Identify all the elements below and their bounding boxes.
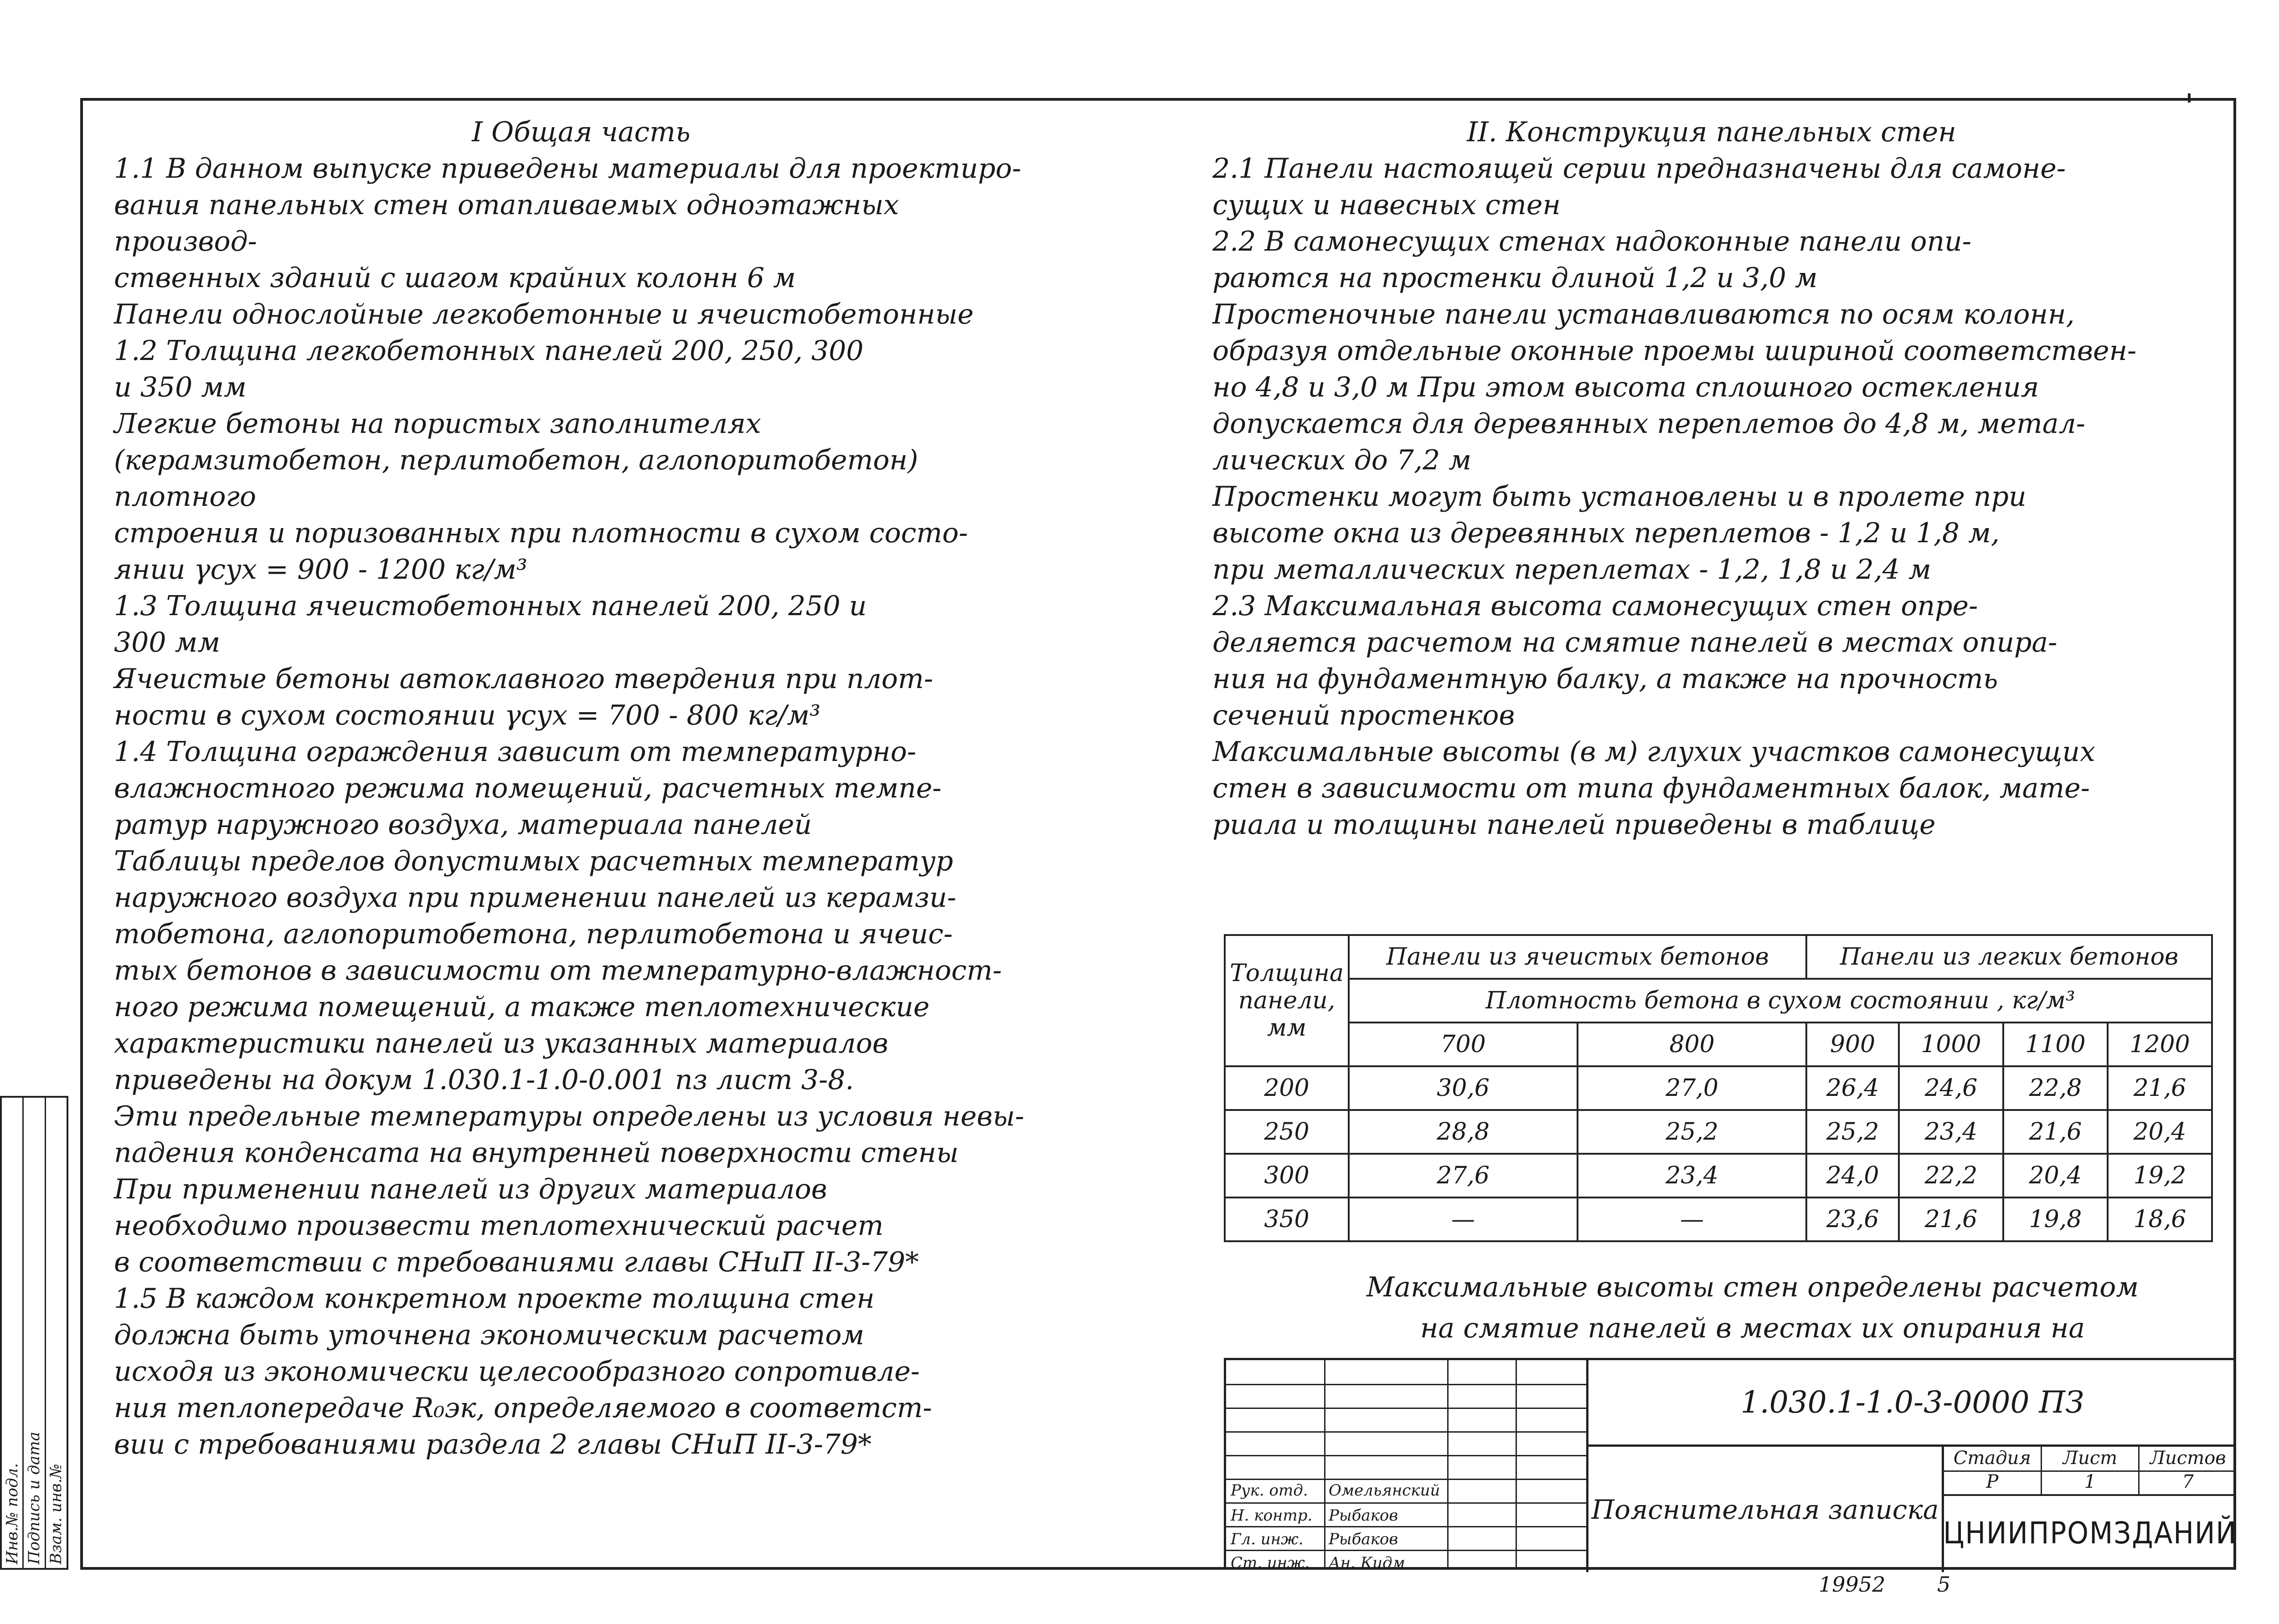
th-density-1100: 1100 bbox=[2003, 1023, 2108, 1066]
table-cell: 28,8 bbox=[1349, 1110, 1578, 1154]
paragraph-line: ратур наружного воздуха, материала панелей bbox=[114, 809, 812, 841]
signer-role: Гл. инж. bbox=[1231, 1530, 1304, 1548]
paragraph-line: Максимальные высоты (в м) глухих участков самонесущих bbox=[1212, 736, 2095, 768]
table-cell: 24,6 bbox=[1899, 1066, 2003, 1110]
grid-row bbox=[1226, 1408, 1586, 1433]
paragraph-line: вания панельных стен отапливаемых одноэтажных производ- bbox=[114, 189, 899, 257]
th-density: Плотность бетона в сухом состоянии , кг/м³ bbox=[1349, 979, 2212, 1023]
paragraph-line: (керамзитобетон, перлитобетон, аглопоритобетон) плотного bbox=[114, 444, 918, 513]
side-stamp-strip bbox=[0, 1096, 68, 1570]
stage-header bbox=[1944, 1447, 2236, 1472]
paragraph-line: При применении панелей из других материалов bbox=[114, 1173, 827, 1205]
paragraph-line: тобетона, аглопоритобетона, перлитобетона и ячеис- bbox=[114, 918, 953, 950]
archive-number: 19952 bbox=[1819, 1572, 1886, 1597]
stage-label: Стадия bbox=[1944, 1447, 2042, 1470]
side-cell-signature bbox=[24, 1098, 46, 1568]
frame-tick bbox=[2188, 93, 2191, 103]
left-column bbox=[114, 114, 1048, 1463]
sheets-label: Листов bbox=[2150, 1448, 2226, 1469]
th-thickness: Толщина панели, мм bbox=[1225, 935, 1349, 1066]
table-cell: 22,8 bbox=[2003, 1066, 2108, 1110]
paragraph-line: при металлических переплетах - 1,2, 1,8 и 2,4 м bbox=[1212, 554, 1931, 586]
row-thickness: 350 bbox=[1225, 1197, 1349, 1241]
signer-name: Рыбаков bbox=[1329, 1530, 1398, 1548]
grid-row bbox=[1226, 1384, 1586, 1409]
table-cell: 18,6 bbox=[2108, 1197, 2212, 1241]
paragraph-line: в соответствии с требованиями главы СНиП II-3-79* bbox=[114, 1246, 919, 1278]
paragraph-line: 300 мм bbox=[114, 627, 221, 658]
side-cell-replacement bbox=[46, 1098, 67, 1568]
note-line: на смятие панелей в местах их опирания на bbox=[1420, 1312, 2085, 1344]
grid-row bbox=[1226, 1431, 1586, 1456]
paragraph-line: Ячеистые бетоны автоклавного твердения при плот- bbox=[114, 663, 933, 695]
sheet-value: 1 bbox=[2042, 1470, 2140, 1494]
paragraph-line: лических до 7,2 м bbox=[1212, 444, 1472, 476]
table-cell: 24,0 bbox=[1806, 1154, 1899, 1197]
paragraph-line: 1.2 Толщина легкобетонных панелей 200, 250, 300 bbox=[114, 335, 864, 367]
paragraph-line: ния на фундаментную балку, а также на прочность bbox=[1212, 663, 1998, 695]
section-heading-1: I Общая часть bbox=[472, 116, 691, 148]
section-heading-2: II. Конструкция панельных стен bbox=[1467, 116, 1956, 148]
table-row bbox=[1225, 1110, 2212, 1154]
signer-role: Ст. инж. bbox=[1231, 1554, 1310, 1572]
paragraph-line: Простенки могут быть установлены и в пролете при bbox=[1212, 481, 2026, 513]
paragraph-line: наружного воздуха при применении панелей из керамзи- bbox=[114, 882, 956, 914]
organization-name: ЦНИИПРОМЗДАНИЙ bbox=[1943, 1516, 2237, 1551]
stage-box bbox=[1942, 1447, 2236, 1572]
th-light: Панели из легких бетонов bbox=[1806, 935, 2212, 979]
paragraph-line: Таблицы пределов допустимых расчетных температур bbox=[114, 845, 954, 877]
paragraph-line: Панели однослойные легкобетонные и ячеистобетонные bbox=[114, 298, 974, 330]
paragraph-line: вии с требованиями раздела 2 главы СНиП II-3-79* bbox=[114, 1429, 872, 1460]
paragraph-line: строения и поризованных при плотности в сухом состо- bbox=[114, 517, 968, 549]
table-cell: 22,2 bbox=[1899, 1154, 2003, 1197]
table-cell: 20,4 bbox=[2003, 1154, 2108, 1197]
note-line: Максимальные высоты стен определены расчетом bbox=[1366, 1271, 2139, 1303]
paragraph-line: и 350 мм bbox=[114, 371, 247, 403]
paragraph-line: приведены на докум 1.030.1-1.0-0.001 пз лист 3-8. bbox=[114, 1064, 854, 1096]
page-number: 5 bbox=[1937, 1572, 1951, 1597]
row-thickness: 300 bbox=[1225, 1154, 1349, 1197]
paragraph-line: 1.5 В каждом конкретном проекте толщина стен bbox=[114, 1283, 875, 1315]
table-cell: — bbox=[1349, 1197, 1578, 1241]
paragraph-line: ности в сухом состоянии γсух = 700 - 800 кг/м³ bbox=[114, 699, 821, 731]
table-note bbox=[1290, 1267, 2215, 1349]
paragraph-line: сущих и навесных стен bbox=[1212, 189, 1561, 221]
table-cell: — bbox=[1578, 1197, 1806, 1241]
table-cell: 25,2 bbox=[1578, 1110, 1806, 1154]
paragraph-line: сечений простенков bbox=[1212, 699, 1515, 731]
signer-row bbox=[1226, 1526, 1586, 1551]
paragraph-line: 1.3 Толщина ячеистобетонных панелей 200, 250 и bbox=[114, 590, 867, 622]
th-density-900: 900 bbox=[1806, 1023, 1899, 1066]
stage-value: Р bbox=[1944, 1470, 2042, 1494]
signer-name: Омельянский bbox=[1329, 1481, 1440, 1500]
document-name: Пояснительная записка bbox=[1586, 1447, 1942, 1572]
paragraph-line: 2.1 Панели настоящей серии предназначены для самоне- bbox=[1212, 153, 2066, 185]
paragraph-line: 2.2 В самонесущих стенах надоконные панели опи- bbox=[1212, 226, 1972, 257]
right-paragraphs bbox=[1212, 150, 2211, 843]
paragraph-line: образуя отдельные оконные проемы шириной соответствен- bbox=[1212, 335, 2137, 367]
table-cell: 26,4 bbox=[1806, 1066, 1899, 1110]
paragraph-line: высоте окна из деревянных переплетов - 1,2 и 1,8 м, bbox=[1212, 517, 2000, 549]
heights-table bbox=[1224, 934, 2213, 1242]
table-cell: 23,6 bbox=[1806, 1197, 1899, 1241]
paragraph-line: должна быть уточнена экономическим расчетом bbox=[114, 1319, 865, 1351]
table-cell: 21,6 bbox=[2003, 1110, 2108, 1154]
table-row bbox=[1225, 1154, 2212, 1197]
table-cell: 27,0 bbox=[1578, 1066, 1806, 1110]
paragraph-line: 1.4 Толщина ограждения зависит от температурно- bbox=[114, 736, 917, 768]
title-block bbox=[1224, 1358, 2236, 1570]
signer-name: Ан. Кидм bbox=[1329, 1554, 1405, 1572]
paragraph-line: но 4,8 и 3,0 м При этом высота сплошного остекления bbox=[1212, 371, 2039, 403]
signer-row bbox=[1226, 1479, 1586, 1502]
right-column bbox=[1212, 114, 2211, 843]
paragraph-line: Простеночные панели устанавливаются по осям колонн, bbox=[1212, 298, 2075, 330]
paragraph-line: ния теплопередаче R₀эк, определяемого в соответст- bbox=[114, 1392, 932, 1424]
side-label: Подпись и дата bbox=[25, 1432, 43, 1564]
signer-role: Н. контр. bbox=[1231, 1506, 1313, 1525]
th-density-700: 700 bbox=[1349, 1023, 1578, 1066]
row-thickness: 250 bbox=[1225, 1110, 1349, 1154]
table-row bbox=[1225, 1066, 2212, 1110]
stage-values bbox=[1944, 1470, 2236, 1496]
paragraph-line: необходимо произвести теплотехнический расчет bbox=[114, 1210, 884, 1242]
side-label: Инв.№ подл. bbox=[3, 1463, 21, 1564]
table-cell: 23,4 bbox=[1899, 1110, 2003, 1154]
table-cell: 19,8 bbox=[2003, 1197, 2108, 1241]
table-cell: 20,4 bbox=[2108, 1110, 2212, 1154]
paragraph-line: допускается для деревянных переплетов до 4,8 м, метал- bbox=[1212, 408, 2085, 440]
table-row bbox=[1225, 1197, 2212, 1241]
th-density-800: 800 bbox=[1578, 1023, 1806, 1066]
table-cell: 21,6 bbox=[1899, 1197, 2003, 1241]
table-cell: 25,2 bbox=[1806, 1110, 1899, 1154]
paragraph-line: риала и толщины панелей приведены в таблице bbox=[1212, 809, 1936, 841]
paragraph-line: характеристики панелей из указанных материалов bbox=[114, 1028, 888, 1059]
paragraph-line: исходя из экономически целесообразного сопротивле- bbox=[114, 1356, 920, 1388]
signer-row bbox=[1226, 1502, 1586, 1527]
signature-grid bbox=[1226, 1360, 1586, 1570]
paragraph-line: деляется расчетом на смятие панелей в местах опира- bbox=[1212, 627, 2057, 658]
paragraph-line: ного режима помещений, а также теплотехнические bbox=[114, 991, 930, 1023]
paragraph-line: стен в зависимости от типа фундаментных балок, мате- bbox=[1212, 772, 2090, 804]
paragraph-line: падения конденсата на внутренней поверхности стены bbox=[114, 1137, 959, 1169]
signer-row bbox=[1226, 1550, 1586, 1575]
paragraph-line: тых бетонов в зависимости от температурно-влажност- bbox=[114, 955, 1002, 987]
table-cell: 27,6 bbox=[1349, 1154, 1578, 1197]
signer-role: Рук. отд. bbox=[1231, 1481, 1308, 1500]
paragraph-line: ственных зданий с шагом крайних колонн 6 м bbox=[114, 262, 796, 294]
paragraph-line: янии γсух = 900 - 1200 кг/м³ bbox=[114, 554, 528, 586]
side-label: Взам. инв.№ bbox=[47, 1464, 66, 1564]
left-paragraphs bbox=[114, 150, 1048, 1463]
table-cell: 21,6 bbox=[2108, 1066, 2212, 1110]
th-density-1200: 1200 bbox=[2108, 1023, 2212, 1066]
table-cell: 30,6 bbox=[1349, 1066, 1578, 1110]
paragraph-line: Легкие бетоны на пористых заполнителях bbox=[114, 408, 761, 440]
paragraph-line: 2.3 Максимальная высота самонесущих стен опре- bbox=[1212, 590, 1978, 622]
paragraph-line: Эти предельные температуры определены из условия невы- bbox=[114, 1100, 1024, 1132]
grid-row bbox=[1226, 1455, 1586, 1480]
paragraph-line: влажностного режима помещений, расчетных темпе- bbox=[114, 772, 942, 804]
sheets-value: 7 bbox=[2182, 1471, 2194, 1492]
sheet-label: Лист bbox=[2042, 1447, 2140, 1470]
document-code: 1.030.1-1.0-3-0000 ПЗ bbox=[1586, 1360, 2236, 1447]
table-cell: 23,4 bbox=[1578, 1154, 1806, 1197]
paragraph-line: 1.1 В данном выпуске приведены материалы для проектиро- bbox=[114, 153, 1021, 185]
side-cell-inventory bbox=[2, 1098, 24, 1568]
signer-name: Рыбаков bbox=[1329, 1506, 1398, 1525]
row-thickness: 200 bbox=[1225, 1066, 1349, 1110]
table-cell: 19,2 bbox=[2108, 1154, 2212, 1197]
paragraph-line: раются на простенки длиной 1,2 и 3,0 м bbox=[1212, 262, 1818, 294]
grid-row bbox=[1226, 1360, 1586, 1385]
th-cellular: Панели из ячеистых бетонов bbox=[1349, 935, 1806, 979]
th-density-1000: 1000 bbox=[1899, 1023, 2003, 1066]
